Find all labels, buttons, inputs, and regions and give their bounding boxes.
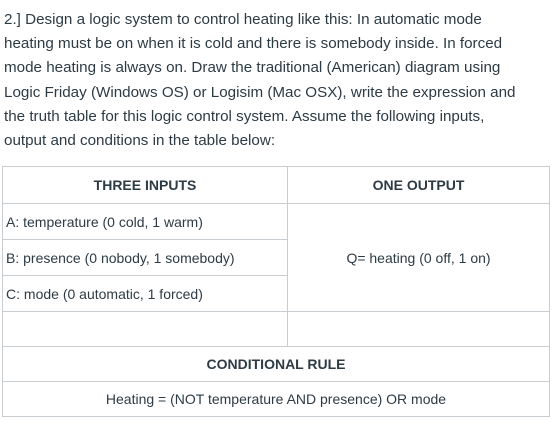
input-a-letter: A xyxy=(6,213,16,230)
input-b xyxy=(3,240,288,276)
input-a-desc: : temperature (0 cold, 1 warm) xyxy=(15,213,203,230)
inputs-header: THREE INPUTS xyxy=(3,167,288,204)
input-c-letter: C xyxy=(6,285,17,302)
output-cell: Q= heating (0 off, 1 on) xyxy=(288,204,550,312)
input-b-letter: B xyxy=(6,249,16,266)
input-a xyxy=(3,204,288,240)
conditional-rule-text: Heating = (NOT temperature AND presence) OR mode xyxy=(3,382,550,417)
output-header: ONE OUTPUT xyxy=(288,167,550,204)
conditional-rule-header: CONDITIONAL RULE xyxy=(3,347,550,382)
input-b-desc: : presence (0 nobody, 1 somebody) xyxy=(15,249,235,266)
input-c-desc: : mode (0 automatic, 1 forced) xyxy=(16,285,203,302)
blank-cell-right xyxy=(288,312,550,347)
question-text: 2.] Design a logic system to control heating like this: In automatic mode heating must be on when it is cold and there is somebody inside. In forced mode heating is always on. Draw the traditional (American) diagram using Logic Friday (Windows OS) or Logisim (Mac OSX), write the expression and the truth table for this logic control system. Assume the following inputs, output and conditions in the table below: xyxy=(4,11,516,150)
blank-cell-left xyxy=(3,312,288,347)
input-c xyxy=(3,276,288,312)
io-table xyxy=(2,166,550,417)
